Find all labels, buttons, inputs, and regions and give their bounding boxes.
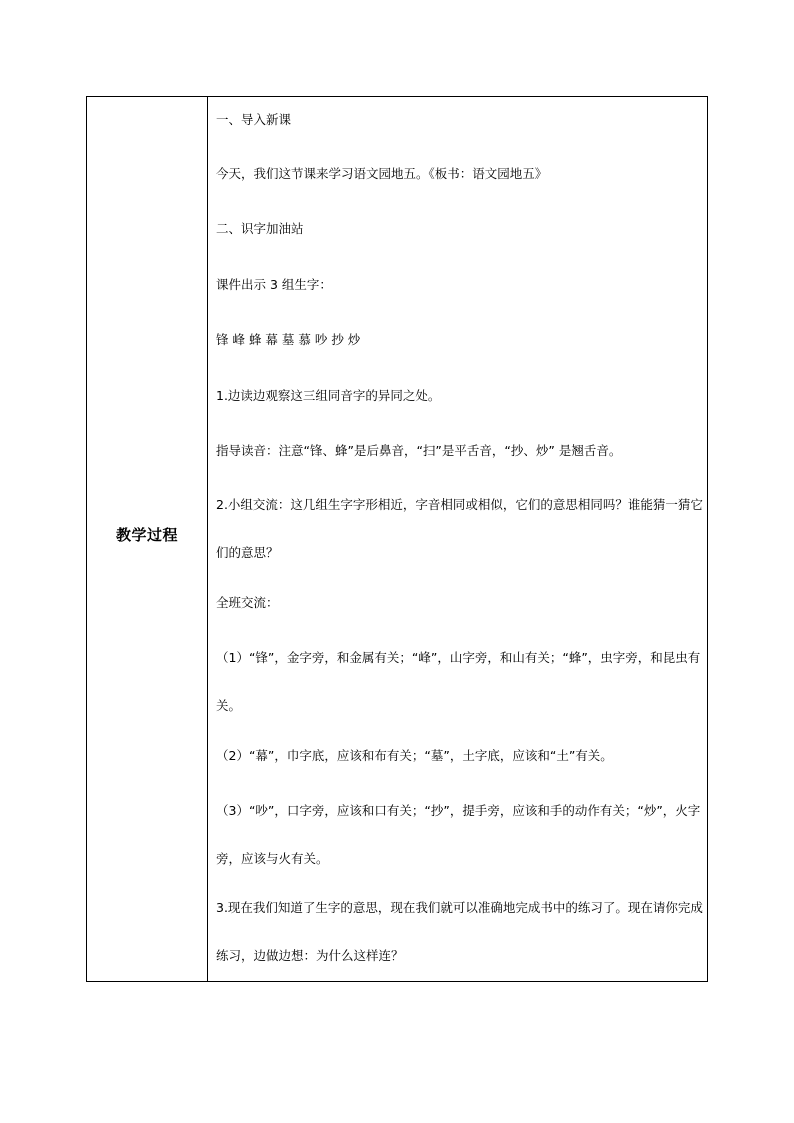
observe-text: 1.边读边观察这三组同音字的异同之处。 [216,388,441,403]
discussion-item-1: （1）“锋”，金字旁，和金属有关；“峰”，山字旁，和山有关；“蜂”，虫字旁，和昆虫有关。 [216,650,701,713]
class-discussion-heading: 全班交流： [216,595,279,610]
discussion-item-3: （3）“吵”，口字旁，应该和口有关；“抄”，提手旁，应该和手的动作有关；“炒”，火字旁，应该与火有关。 [216,803,701,866]
exercise-text: 3.现在我们知道了生字的意思，现在我们就可以准确地完成书中的练习了。现在请你完成练习，边做边想：为什么这样连？ [216,900,703,963]
character-groups: 锋 峰 蜂 幕 墓 慕 吵 抄 炒 [216,332,361,347]
intro-text: 今天，我们这节课来学习语文园地五。《板书：语文园地五》 [216,166,548,181]
heading-intro: 一、导入新课 [216,112,292,127]
discussion-item-2: （2）“幕”，巾字底，应该和布有关；“墓”，土字底，应该和“土”有关。 [216,748,613,763]
group-discussion: 2.小组交流：这几组生字字形相近，字音相同或相似，它们的意思相同吗？谁能猜一猜它们的意思？ [216,497,703,560]
lesson-table [86,96,708,982]
section-label: 教学过程 [115,526,178,544]
courseware-text: 课件出示 3 组生字： [216,277,332,292]
pronunciation-guide: 指导读音：注意“锋、蜂”是后鼻音，“扫”是平舌音，“抄、炒” 是翘舌音。 [216,443,622,458]
heading-literacy: 二、识字加油站 [216,221,304,236]
section-label-cell [87,97,208,981]
content-cell [208,97,707,981]
